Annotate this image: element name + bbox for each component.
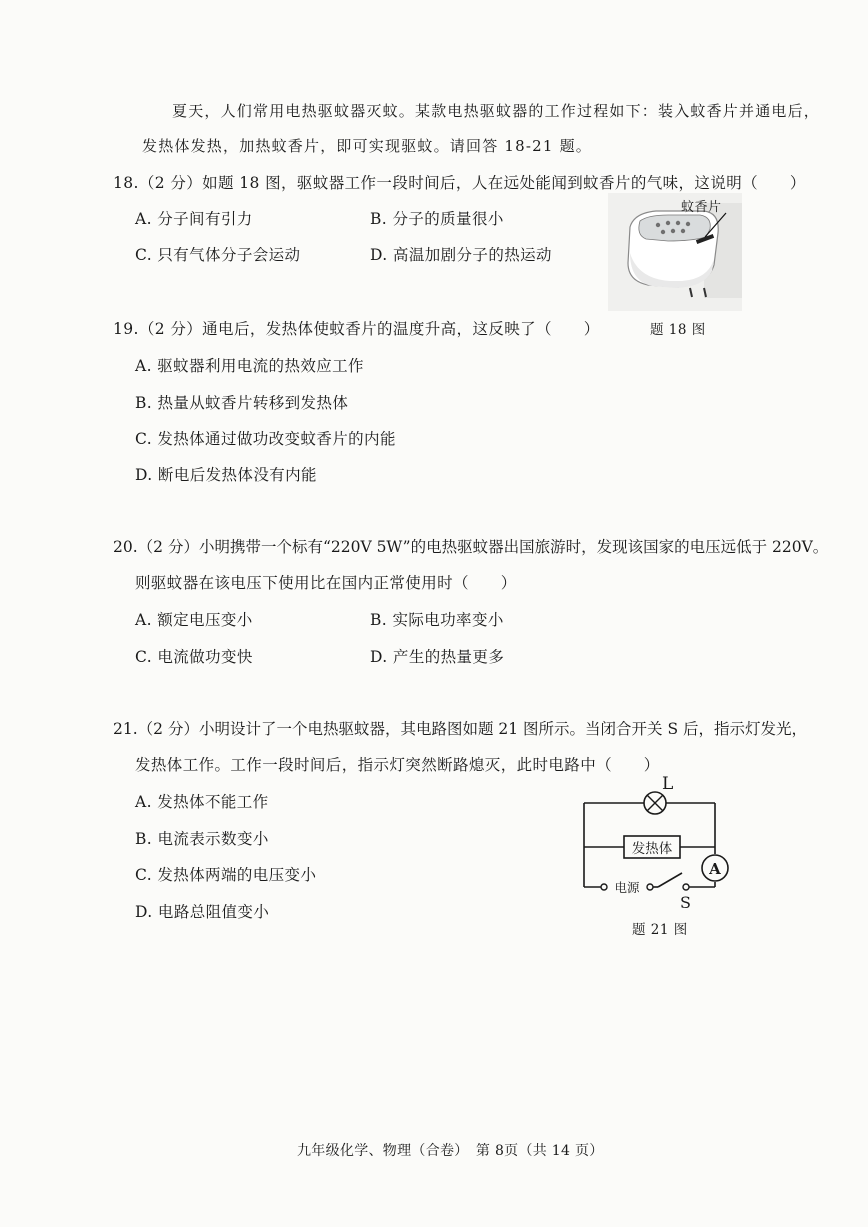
q21-option-b: B. 电流表示数变小 [135, 830, 269, 848]
intro-line-2: 发热体发热，加热蚊香片，即可实现驱蚊。请回答 18-21 题。 [142, 137, 592, 155]
figure-18-caption: 题 18 图 [650, 322, 706, 338]
q20-option-a: A. 额定电压变小 [135, 611, 253, 629]
q20-option-c: C. 电流做功变快 [135, 648, 253, 666]
intro-line-1: 夏天，人们常用电热驱蚊器灭蚊。某款电热驱蚊器的工作过程如下：装入蚊香片并通电后， [172, 102, 821, 120]
figure-21-caption: 题 21 图 [632, 922, 688, 938]
q19-option-a: A. 驱蚊器利用电流的热效应工作 [135, 357, 364, 375]
q21-option-a: A. 发热体不能工作 [135, 793, 269, 811]
q18-option-a: A. 分子间有引力 [135, 210, 253, 228]
q19-option-b: B. 热量从蚊香片转移到发热体 [135, 394, 349, 412]
question-20-stem-2: 则驱蚊器在该电压下使用比在国内正常使用时（ ） [135, 574, 517, 592]
q19-option-c: C. 发热体通过做功改变蚊香片的内能 [135, 430, 396, 448]
ammeter-label: A [709, 860, 721, 878]
lamp-label: L [662, 774, 674, 794]
switch-icon [653, 873, 689, 890]
source-terminal-left [601, 884, 607, 890]
q20-option-b: B. 实际电功率变小 [370, 611, 504, 629]
source-terminal-right [647, 884, 653, 890]
question-20-stem-1: 20.（2 分）小明携带一个标有“220V 5W”的电热驱蚊器出国旅游时，发现该国家的电压远低于 220V。 [113, 538, 829, 556]
figure-18-label: 蚊香片 [681, 200, 722, 215]
q18-option-d: D. 高温加剧分子的热运动 [370, 246, 552, 264]
circuit-diagram [570, 770, 740, 915]
q20-option-d: D. 产生的热量更多 [370, 648, 505, 666]
q19-option-d: D. 断电后发热体没有内能 [135, 466, 317, 484]
q21-option-c: C. 发热体两端的电压变小 [135, 866, 317, 884]
q21-option-d: D. 电路总阻值变小 [135, 903, 270, 921]
question-21-stem-1: 21.（2 分）小明设计了一个电热驱蚊器，其电路图如题 21 图所示。当闭合开关 S 后，指示灯发光， [113, 720, 807, 738]
question-19-stem: 19.（2 分）通电后，发热体使蚊香片的温度升高，这反映了（ ） [113, 320, 600, 338]
q18-option-b: B. 分子的质量很小 [370, 210, 504, 228]
q18-option-c: C. 只有气体分子会运动 [135, 246, 301, 264]
heater-label: 发热体 [631, 841, 673, 857]
switch-label: S [680, 893, 691, 912]
page-footer: 九年级化学、物理（合卷） 第 8页（共 14 页） [297, 1143, 604, 1159]
question-18-stem: 18.（2 分）如题 18 图，驱蚊器工作一段时间后，人在远处能闻到蚊香片的气味，这说明（ ） [113, 174, 806, 192]
source-label: 电源 [614, 880, 640, 895]
lamp-icon [644, 792, 666, 814]
question-21-stem-2: 发热体工作。工作一段时间后，指示灯突然断路熄灭，此时电路中（ ） [135, 756, 660, 774]
